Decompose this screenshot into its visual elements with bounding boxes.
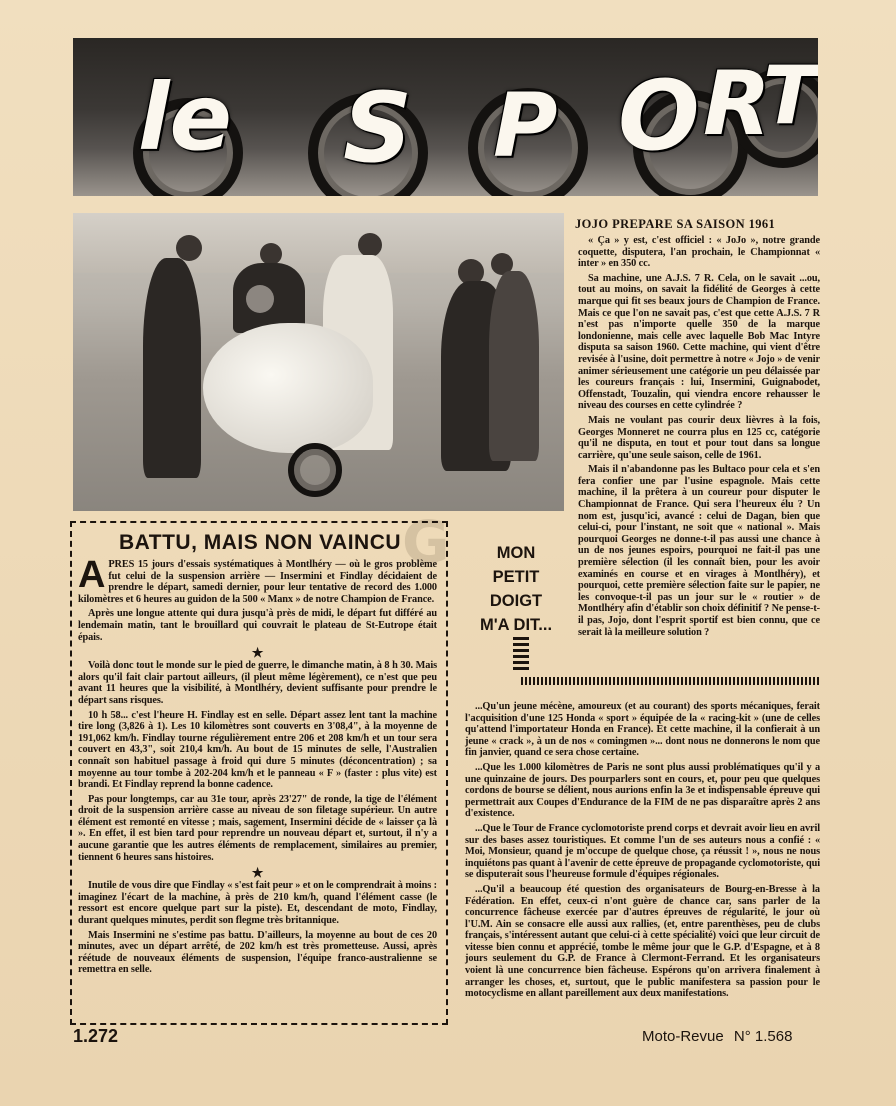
motorcycle-wheel	[288, 443, 342, 497]
streamlined-motorcycle	[203, 323, 373, 453]
magazine-name: Moto-Revue	[642, 1028, 724, 1045]
paragraph: Mais il n'abandonne pas les Bultaco pour cela et s'en fera confier une par l'usine espagnole. Mais cette machine, il la prêtera à un coureur pour disputer le Championnat de France. Qui sera l'heureux élu ? Un nom est, jusqu'ici, avancé : celui de Dagan, bien que celui-ci, pour l'instant, ne soit que « national ». Mais pourquoi Georges ne donne-t-il pas aussi une chance à un de nos jeunes espoirs, pourquoi ne fait-il pas une première sélection (il les connaît bien, pour les avoir examinés en course et en virages à Montlhéry), et pourquoi, cette première sélection faite sur le papier, ne les convoque-t-il pas un jour sur le « routier » de Montlhéry afin d'établir son choix définitif ? Ne pense-t-il pas, Jojo, dont l'esprit sportif est bien connu, que ce serait là la meilleure solution ?	[578, 464, 820, 638]
person-head	[176, 235, 202, 261]
paragraph: Mais Insermini ne s'estime pas battu. D'ailleurs, la moyenne au bout de ces 20 minutes, avec un départ arrêté, de 202 km/h est très prometteuse. Aussi, après réétude de nouveaux éléments de suspension, l'équipe franco-australienne se remettra en selle.	[78, 929, 437, 976]
paragraph: ...Que le Tour de France cyclomotoriste prend corps et devrait avoir lieu en avril sur des bases assez touristiques. Et comme l'un de ses auteurs nous a confié : « Moi, Monsieur, quand je m'occupe de quelque chose, ça réussit ! », nous ne nous inquiétons pas quant à l'avenir de cette épreuve de propagande cyclomotoriste, qui se disputerait sous l'heureuse formule d'équipes régionales.	[465, 822, 820, 881]
paragraph: PRES 15 jours d'essais systématiques à Montlhéry — où le gros problème fut celui de la suspension arrière — Insermini et Findlay décidaient de prendre le départ, samedi dernier, pour leur tentative de record des 1.000 kilomètres et 6 heures au guidon de la 500 « Manx » de notre Champion de France.	[78, 559, 437, 605]
column-title-line: DOIGT	[489, 592, 543, 610]
banner-letter-le: le	[138, 64, 232, 171]
column-title-line: M'A DIT...	[479, 616, 553, 634]
banner-photo	[73, 38, 818, 196]
person-head	[260, 243, 282, 265]
paragraph: ...Qu'il a beaucoup été question des organisateurs de Bourg-en-Bresse à la Fédération. En effet, ceux-ci n'ont guère de chance car, sans parler de la concurrence fâcheuse exercée par d'autres épreuves de régularité, le jour où l'U.M. Ain se consacre elle aussi aux rallies, (et, entre parenthèses, peu de clubs français, s'intéressent autant que celui-ci à cette spécialité) voici que leur circuit de vitesse bien connu et apprécié, tombe le même jour que le G.P. d'Espagne, et à 8 jours seulement du G.P. de France à Clermont-Ferrand. Et les organisateurs voient là une concurrence bien fâcheuse. Espérons qu'on arrivera finalement à arranger les choses, et, surtout, que le public manifestera sa passion pour le motocyclisme en allant pareillement aux deux manifestations.	[465, 883, 820, 1000]
column-title-line: PETIT	[492, 568, 540, 586]
paragraph: Sa machine, une A.J.S. 7 R. Cela, on le savait ...ou, tout au moins, on savait la fidélité de Georges à cette marque qui fit ses beaux jours de Champion de France. Mais ce que l'on ne savait pas, c'est que cette A.J.S. 7 R n'est pas n'importe quelle 350 de la marque londonienne, mais celle avec laquelle Bob Mac Intyre disputa sa saison 1960. Cette machine, qui vient d'être revisée à l'usine, doit permettre à notre « Jojo » de venir animer sérieusement une catégorie un peu délaissée par les coureurs français : lui, Insermini, Guignabodet, Offenstadt, Touzalin, qui viendra encore rehausser le niveau des courses en cette cylindrée ?	[578, 272, 820, 412]
right-article-title: JOJO PREPARE SA SAISON 1961	[575, 217, 776, 231]
paragraph: Mais ne voulant pas courir deux lièvres à la fois, Georges Monneret ne courra plus en 125 cc, catégorie qu'il ne disputa, en tout et pour tout dans sa longue carrière, qu'une seule saison, celle de 1961.	[578, 414, 820, 461]
person-figure	[143, 258, 201, 478]
person-head	[358, 233, 382, 257]
separator-star: ★	[251, 865, 264, 881]
banner-letter-t: T	[763, 49, 818, 142]
paragraph: Inutile de vous dire que Findlay « s'est fait peur » et on le comprendrait à moins : imaginez l'écart de la machine, à près de 210 km/h, quand l'élément casse (le ressort est encore quelque part sur la piste). Et, descendant de moto, Findlay, durant quelques minutes, perdit son flegme très britannique.	[78, 880, 437, 927]
banner-letter-s: S	[343, 72, 413, 184]
gossip-column	[465, 701, 820, 1003]
column-title-line: MON	[496, 544, 536, 562]
left-article-body	[78, 554, 437, 979]
banner-letter-r: R	[703, 52, 771, 155]
drop-cap: A	[78, 554, 106, 596]
person-figure	[489, 271, 539, 461]
left-article-title: BATTU, MAIS NON VAINCU	[119, 531, 402, 554]
column-title	[460, 541, 572, 637]
right-article-body	[578, 235, 820, 641]
paragraph: ...Qu'un jeune mécène, amoureux (et au courant) des sports mécaniques, ferait l'acquisition d'une 125 Honda « sport » équipée de la « racing-kit » (une de celles qu'attend l'importateur Honda en France). Et cette machine, il la confierait à un jeune « crack », à un de nos « comingmen »... dont nous ne donnerons le nom que fin janvier, quand ce sera chose certaine.	[465, 701, 820, 759]
banner-letter-o: O	[618, 60, 700, 172]
divider-rule	[521, 677, 819, 685]
banner-letter-p: P	[493, 74, 558, 177]
paragraph: 10 h 58... c'est l'heure H. Findlay est en selle. Départ assez lent tant la machine tire long (3,826 à 1). Les 10 kilomètres sont couverts en 3'08,4", à la moyenne de 191,062 km/h. Findlay tourne régulièrement entre 206 et 208 km/h et un tour sera couvert en 43,3", soit 210,4 km/h. Au bout de 15 minutes de selle, l'Australien connaît son habituel passage à froid qui dure 5 minutes (déconcentration) ; sa moyenne au tour tombe à 202-204 km/h et le panneau « F » (faster : plus vite) est brandi. Et Findlay reprend la bonne cadence.	[78, 709, 437, 791]
rider-helmet	[246, 285, 274, 313]
paragraph: Voilà donc tout le monde sur le pied de guerre, le dimanche matin, à 8 h 30. Mais alors qu'il fait clair partout ailleurs, (il pleut même légèrement), ce n'est que peu avant 11 heures que la visibilité, à Montlhéry, devient suffisante pour prendre le départ sans risques.	[78, 660, 437, 706]
decorative-bars	[513, 637, 529, 677]
issue-number: N° 1.568	[733, 1028, 793, 1045]
footer-magazine	[642, 1028, 792, 1045]
article-photo	[73, 213, 564, 511]
watermark-stamp: G	[402, 508, 450, 576]
paragraph: Après une longue attente qui dura jusqu'à près de midi, le départ fut différé au lendemain matin, tant le brouillard qui couvrait le plateau de St-Eutrope était épais.	[78, 608, 437, 643]
paragraph: ...Que les 1.000 kilomètres de Paris ne sont plus aussi problématiques qu'il y a une quinzaine de jours. Des pourparlers sont en cours, et, pour peu que quelques cordons de bourse se délient, nous aurions enfin la 3e et indispensable épreuve qui permettrait aux Coupes d'Endurance de la FIM de ne pas disparaître après 2 ans d'existence.	[465, 761, 820, 820]
paragraph: « Ça » y est, c'est officiel : « JoJo », notre grande coquette, disputera, l'an prochain, le Championnat « inter » en 350 cc.	[578, 235, 820, 270]
page-number: 1.272	[73, 1026, 119, 1046]
paragraph: Pas pour longtemps, car au 31e tour, après 23'27" de ronde, la tige de l'élément droit de la suspension arrière casse au niveau de son filetage supérieur. Un autre élément est remonté en vitesse ; mais, sagement, Insermini décide de « laisser ça là ». En effet, il est bien tard pour reprendre un nouveau départ et, surtout, il n'y a aucune garantie que les autres éléments de remplacement, similaires au premier, tiennent 6 heures sans histoires.	[78, 793, 437, 863]
separator-star: ★	[251, 645, 264, 661]
